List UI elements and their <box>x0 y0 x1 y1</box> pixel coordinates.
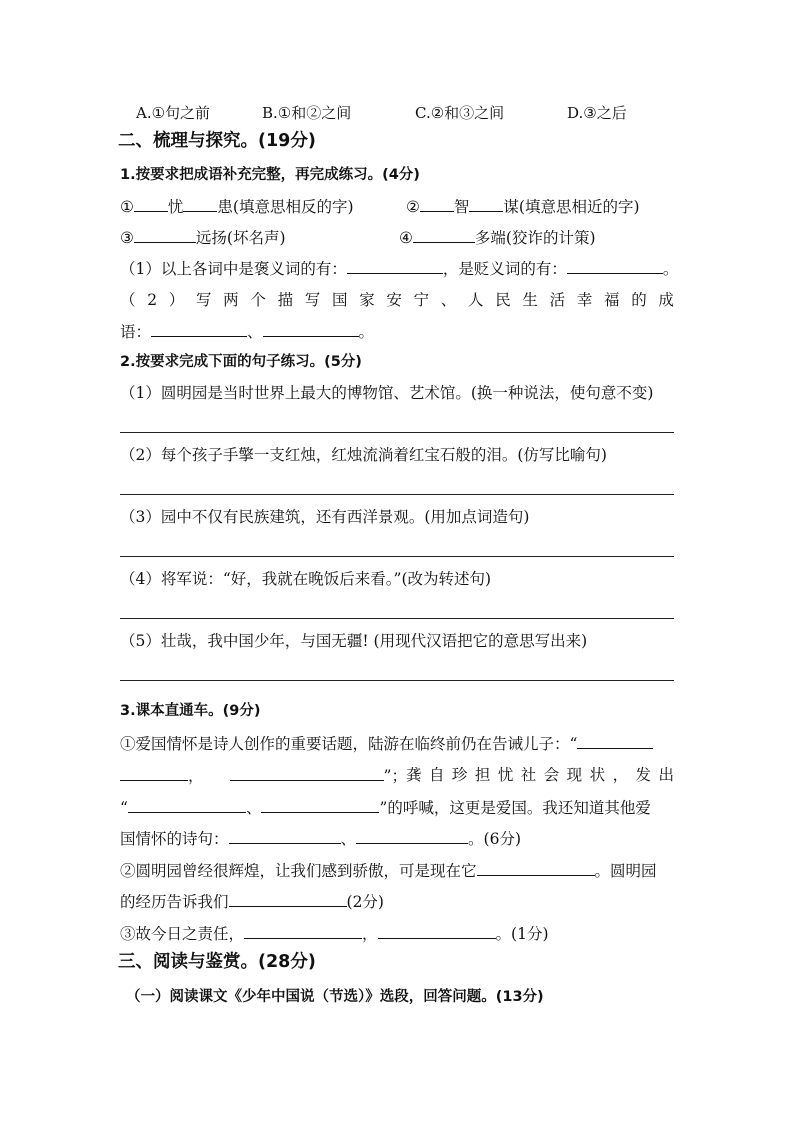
char: 现 <box>566 766 583 784</box>
q1-title: 1.按要求把成语补充完整，再完成练习。(4分) <box>120 167 420 183</box>
answer-line[interactable] <box>120 432 674 433</box>
char: 生 <box>522 291 538 309</box>
char: 个 <box>250 291 266 309</box>
char: 幸 <box>576 291 593 309</box>
char: ） <box>168 291 185 309</box>
char: 家 <box>359 291 375 309</box>
option-b: B.①和②之间 <box>262 104 352 122</box>
answer-blank[interactable] <box>356 828 468 844</box>
answer-blank[interactable] <box>477 860 595 876</box>
section2-title: 二、梳理与探究。(19分) <box>118 131 316 151</box>
answer-blank[interactable] <box>134 227 196 243</box>
char: 出 <box>658 766 674 784</box>
answer-blank[interactable] <box>577 733 653 749</box>
char: 两 <box>223 291 239 309</box>
answer-blank[interactable] <box>120 765 188 781</box>
answer-line[interactable] <box>120 680 674 681</box>
char: 人 <box>468 291 484 309</box>
answer-blank[interactable] <box>413 227 475 243</box>
char: 珍 <box>451 766 468 784</box>
q2-item-4: （4）将军说：“好，我就在晚饭后来看。”(改为转述句) <box>120 570 492 588</box>
char: 写 <box>195 291 212 309</box>
section3-sub1: （一）阅读课文《少年中国说（节选）》选段，回答问题。(13分) <box>126 989 544 1005</box>
option-c: C.②和③之间 <box>415 104 505 122</box>
q3-p3: ③故今日之责任， ， 。(1分) <box>120 925 549 943</box>
answer-blank[interactable] <box>134 196 168 212</box>
char: 状 <box>589 766 606 784</box>
q3-p1-line1: ①爱国情怀是诗人创作的重要话题，陆游在临终前仍在告诫儿子：“ <box>120 733 653 754</box>
char: 安 <box>386 291 402 309</box>
option-d: D.③之后 <box>567 104 627 122</box>
char: 国 <box>331 291 348 309</box>
answer-line[interactable] <box>120 556 674 557</box>
answer-blank[interactable] <box>128 797 246 813</box>
char: 忧 <box>497 766 514 784</box>
q1-row2b: ④ 多端(狡诈的计策) <box>399 229 596 247</box>
q3-p1-line2: ， ”； <box>120 765 407 786</box>
char: 写 <box>304 291 321 309</box>
char: 活 <box>549 291 566 309</box>
q1-sub2-line <box>120 290 674 310</box>
char: （ <box>120 291 136 309</box>
char: 福 <box>604 291 620 309</box>
section3-title: 三、阅读与鉴赏。(28分) <box>118 952 316 972</box>
q1-row2a: ③ 远扬(坏名声) <box>120 229 286 247</box>
answer-blank[interactable] <box>183 196 217 212</box>
q3-p1-line2-tail <box>406 765 674 785</box>
char: 描 <box>277 291 294 309</box>
answer-blank[interactable] <box>229 891 347 907</box>
answer-blank[interactable] <box>567 258 663 274</box>
char: 的 <box>631 291 647 309</box>
q1-row1a: ① 忧 患(填意思相反的字) <box>120 198 354 216</box>
q3-p2-line2: 的经历告诉我们 (2分) <box>120 893 384 911</box>
answer-blank[interactable] <box>229 828 341 844</box>
answer-blank[interactable] <box>230 765 384 781</box>
option-a: A.①句之前 <box>136 104 211 122</box>
char: 自 <box>428 766 445 784</box>
q2-item-5: （5）壮哉，我中国少年，与国无疆! (用现代汉语把它的意思写出来) <box>120 632 588 650</box>
char: ， <box>612 766 629 784</box>
q1-sub2-cont: 语： 、 。 <box>120 323 375 341</box>
answer-line[interactable] <box>120 618 674 619</box>
q1-row1b: ② 智 谋(填意思相近的字) <box>406 198 640 216</box>
char: 发 <box>635 766 652 784</box>
answer-line[interactable] <box>120 494 674 495</box>
q3-p2-line1: ②圆明园曾经很辉煌，让我们感到骄傲，可是现在它 。圆明园 <box>120 862 657 880</box>
answer-blank[interactable] <box>261 797 379 813</box>
q3-p1-line3: “ 、 ”的呼喊，这更是爱国。我还知道其他爱 <box>120 799 651 817</box>
q2-item-1: （1）圆明园是当时世界上最大的博物馆、艺术馆。(换一种说法，使句意不变) <box>120 384 654 402</box>
q3-p1-line4: 国情怀的诗句： 、 。(6分) <box>120 830 521 848</box>
char: 社 <box>520 766 537 784</box>
answer-blank[interactable] <box>244 923 362 939</box>
char: 2 <box>147 291 158 309</box>
q2-title: 2.按要求完成下面的句子练习。(5分) <box>120 354 362 370</box>
answer-blank[interactable] <box>469 196 503 212</box>
char: 成 <box>658 291 674 309</box>
answer-blank[interactable] <box>378 923 496 939</box>
q3-title: 3.课本直通车。(9分) <box>120 703 261 719</box>
answer-blank[interactable] <box>151 321 247 337</box>
char: 民 <box>495 291 511 309</box>
q2-item-3: （3）园中不仅有民族建筑，还有西洋景观。(用加点词造句) <box>120 508 530 526</box>
char: 、 <box>440 291 457 309</box>
char: 会 <box>543 766 560 784</box>
answer-blank[interactable] <box>420 196 454 212</box>
char: 担 <box>474 766 491 784</box>
answer-blank[interactable] <box>347 258 443 274</box>
q2-item-2: （2）每个孩子手擎一支红烛，红烛流淌着红宝石般的泪。(仿写比喻句) <box>120 446 607 464</box>
char: 龚 <box>406 766 422 784</box>
answer-blank[interactable] <box>263 321 359 337</box>
q1-sub1: （1）以上各词中是褒义词的有： ，是贬义词的有： 。 <box>120 260 679 278</box>
char: 宁 <box>413 291 430 309</box>
